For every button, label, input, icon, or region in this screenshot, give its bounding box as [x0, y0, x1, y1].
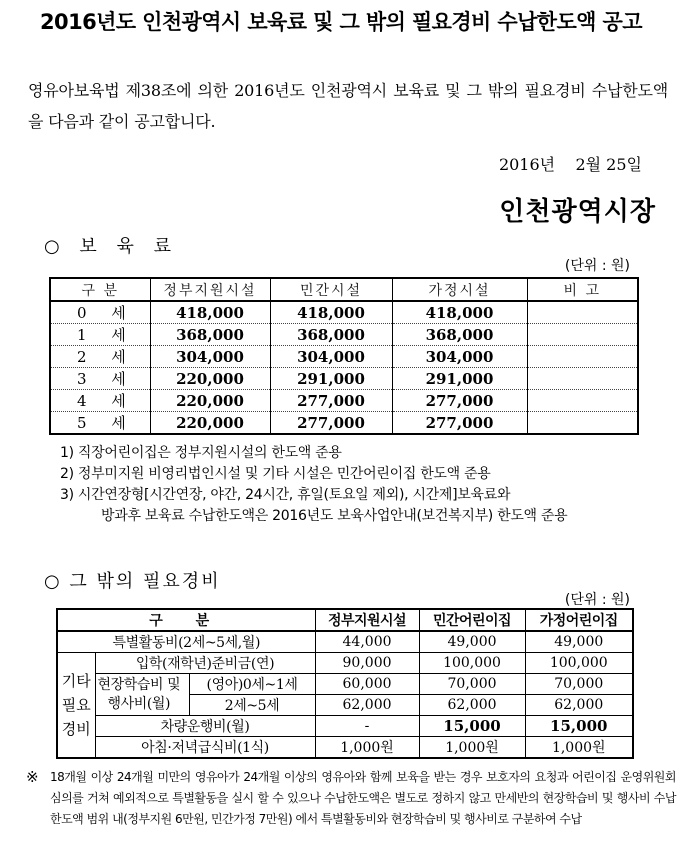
gov-cell: 90,000 — [315, 653, 419, 674]
unit-label: (단위 : 원) — [564, 592, 630, 608]
gov-cell: 60,000 — [315, 674, 419, 695]
age-cell: 0 세 — [50, 301, 150, 324]
note-cell — [527, 412, 638, 435]
header-gov: 정부지원시설 — [150, 278, 270, 301]
private-cell: 15,000 — [419, 716, 525, 737]
reference-mark: ※ — [26, 768, 39, 786]
gov-cell: 220,000 — [150, 412, 270, 435]
age-cell: 2 세 — [50, 346, 150, 368]
private-cell: 291,000 — [270, 368, 392, 390]
header-home: 가정어린이집 — [525, 609, 633, 631]
table-header-row — [50, 278, 638, 301]
header-home: 가정시설 — [392, 278, 527, 301]
home-cell: 368,000 — [392, 324, 527, 346]
home-cell: 418,000 — [392, 301, 527, 324]
section-other-expenses-heading: ○ 그 밖의 필요경비 — [44, 571, 221, 592]
note-cell — [527, 301, 638, 324]
note-item-continued: 방과후 보육료 수납한도액은 2016년도 보육사업안내(보건복지부) 한도액 준용 — [101, 508, 568, 524]
home-cell: 304,000 — [392, 346, 527, 368]
private-cell: 368,000 — [270, 324, 392, 346]
private-cell: 418,000 — [270, 301, 392, 324]
gov-cell: 368,000 — [150, 324, 270, 346]
gov-cell: 62,000 — [315, 695, 419, 716]
meal-fee-label: 아침·저녁급식비(1식) — [95, 737, 315, 759]
table-row — [50, 301, 638, 324]
other-expenses-table — [56, 608, 634, 759]
field-trip-label: 현장학습비 및 행사비(월) — [95, 674, 189, 716]
private-cell: 62,000 — [419, 695, 525, 716]
note-cell — [527, 390, 638, 412]
section-childcare-fee-heading: ○ 보 육 료 — [44, 236, 179, 257]
notice-title: 2016년도 인천광역시 보육료 및 그 밖의 필요경비 수납한도액 공고 — [40, 10, 642, 34]
footnote-text: 18개월 이상 24개월 미만의 영유아가 24개월 이상의 영유아와 함께 보육을 받는 경우 보호자의 요청과 어린이집 운영위원회 심의를 거쳐 예외적으로 특별활동을 실시 할 수 있으나 수납한도액은 별도로 정하지 않고 만세반의 현장학습비 및 행사비 수납 한도액 범위 내(정부지원 6만원, 민간가정 7만원) 에서 특별활동비와 현장학습비 및 행사비로 구분하여 수납 — [50, 770, 676, 826]
unit-label: (단위 : 원) — [564, 258, 630, 274]
home-cell: 277,000 — [392, 412, 527, 435]
childcare-fee-table — [49, 277, 639, 435]
table-row — [50, 412, 638, 435]
note-item: 2) 정부미지원 비영리법인시설 및 기타 시설은 민간어린이집 한도액 준용 — [60, 466, 491, 482]
gov-cell: 418,000 — [150, 301, 270, 324]
table-row — [57, 674, 633, 695]
table-row — [50, 368, 638, 390]
table-row — [57, 653, 633, 674]
entrance-fee-label: 입학(재학년)준비금(연) — [95, 653, 315, 674]
childcare-fee-notes — [60, 443, 675, 527]
header-category: 구 분 — [57, 609, 315, 631]
age-cell: 3 세 — [50, 368, 150, 390]
private-cell: 304,000 — [270, 346, 392, 368]
header-note: 비 고 — [527, 278, 638, 301]
note-cell — [527, 346, 638, 368]
private-cell: 70,000 — [419, 674, 525, 695]
gov-cell: 44,000 — [315, 631, 419, 653]
table-row — [50, 390, 638, 412]
table-row — [57, 631, 633, 653]
table-row — [50, 346, 638, 368]
note-item: 3) 시간연장형[시간연장, 야간, 24시간, 휴일(토요일 제외), 시간제]보육료와 — [60, 487, 511, 503]
table-row — [50, 324, 638, 346]
home-cell: 1,000원 — [525, 737, 633, 759]
home-cell: 62,000 — [525, 695, 633, 716]
private-cell: 277,000 — [270, 412, 392, 435]
home-cell: 277,000 — [392, 390, 527, 412]
home-cell: 291,000 — [392, 368, 527, 390]
footnote — [26, 767, 676, 830]
table-header-row — [57, 609, 633, 631]
gov-cell: 1,000원 — [315, 737, 419, 759]
private-cell: 49,000 — [419, 631, 525, 653]
header-gov: 정부지원시설 — [315, 609, 419, 631]
age-cell: 4 세 — [50, 390, 150, 412]
note-cell — [527, 368, 638, 390]
signer-name: 인천광역시장 — [499, 197, 656, 227]
field-infant-label: (영아)0세~1세 — [189, 674, 315, 695]
gov-cell: 220,000 — [150, 368, 270, 390]
home-cell: 70,000 — [525, 674, 633, 695]
header-private: 민간시설 — [270, 278, 392, 301]
private-cell: 277,000 — [270, 390, 392, 412]
notice-date: 2016년 2월 25일 — [498, 155, 642, 174]
table-row — [57, 737, 633, 759]
header-private: 민간어린이집 — [419, 609, 525, 631]
age-cell: 5 세 — [50, 412, 150, 435]
vehicle-fee-label: 차량운행비(월) — [95, 716, 315, 737]
intro-paragraph: 영유아보육법 제38조에 의한 2016년도 인천광역시 보육료 및 그 밖의 필요경비 수납한도액을 다음과 같이 공고합니다. — [28, 81, 668, 131]
field-child-label: 2세~5세 — [189, 695, 315, 716]
note-item: 1) 직장어린이집은 정부지원시설의 한도액 준용 — [60, 445, 342, 461]
home-cell: 100,000 — [525, 653, 633, 674]
private-cell: 1,000원 — [419, 737, 525, 759]
gov-cell: - — [315, 716, 419, 737]
private-cell: 100,000 — [419, 653, 525, 674]
gov-cell: 220,000 — [150, 390, 270, 412]
special-activity-label: 특별활동비(2세~5세,월) — [57, 631, 315, 653]
other-expenses-side-label: 기타 필요 경비 — [57, 653, 95, 759]
header-category: 구 분 — [50, 278, 150, 301]
home-cell: 49,000 — [525, 631, 633, 653]
note-cell — [527, 324, 638, 346]
age-cell: 1 세 — [50, 324, 150, 346]
home-cell: 15,000 — [525, 716, 633, 737]
table-row — [57, 716, 633, 737]
gov-cell: 304,000 — [150, 346, 270, 368]
